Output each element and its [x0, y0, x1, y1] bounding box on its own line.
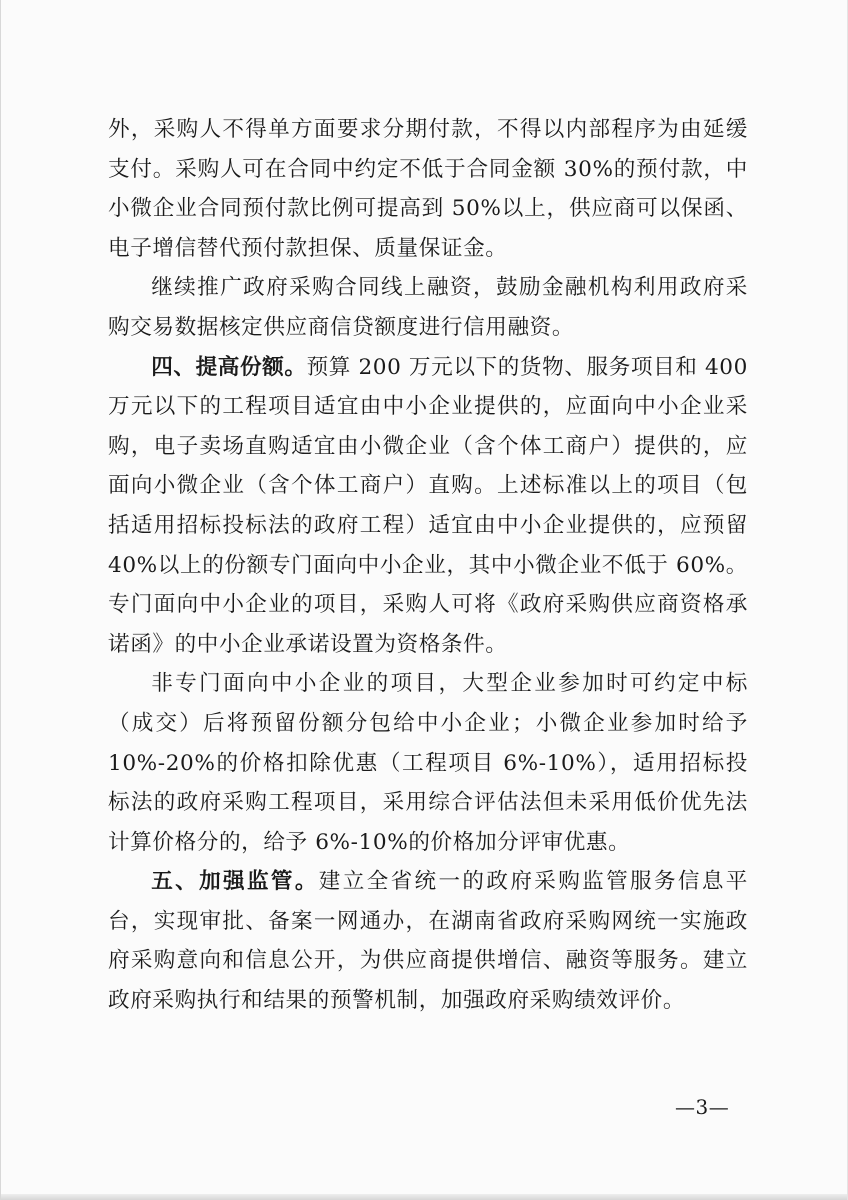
paragraph-1-text: 外，采购人不得单方面要求分期付款，不得以内部程序为由延缓支付。采购人可在合同中约定不低于合同金额 30%的预付款，中小微企业合同预付款比例可提高到 50%以上，供应商可以保函、电子增信替代预付款担保、质量保证金。 [108, 117, 748, 261]
paragraph-5 [108, 862, 748, 1020]
paragraph-2 [108, 268, 748, 347]
paragraph-3-text: 预算 200 万元以下的货物、服务项目和 400 万元以下的工程项目适宜由中小企业提供的，应面向中小企业采购，电子卖场直购适宜由小微企业（含个体工商户）提供的，应面向小微企业（含个体工商户）直购。上述标准以上的项目（包括适用招标投标法的政府工程）适宜由中小企业提供的，应预留 40%以上的份额专门面向中小企业，其中小微企业不低于 60%。专门面向中小企业的项目，采购人可将《政府采购供应商资格承诺函》的中小企业承诺设置为资格条件。 [108, 354, 748, 657]
page-bottom-edge [1, 1194, 847, 1200]
section-heading-strengthen-supervision: 五、加强监管。 [151, 869, 319, 895]
document-body [108, 110, 748, 1021]
paragraph-2-text: 继续推广政府采购合同线上融资，鼓励金融机构利用政府采购交易数据核定供应商信贷额度进行信用融资。 [108, 275, 748, 340]
page-number: —3— [675, 1095, 730, 1119]
paragraph-4-text: 非专门面向中小企业的项目，大型企业参加时可约定中标（成交）后将预留份额分包给中小企业；小微企业参加时给予 10%-20%的价格扣除优惠（工程项目 6%-10%），适用招标投标法的政府采购工程项目，采用综合评估法但未采用低价优先法计算价格分的，给予 6%-10%的价格加分评审优惠。 [108, 671, 748, 855]
paragraph-3 [108, 348, 748, 665]
paragraph-5-text: 建立全省统一的政府采购监管服务信息平台，实现审批、备案一网通办，在湖南省政府采购网统一实施政府采购意向和信息公开，为供应商提供增信、融资等服务。建立政府采购执行和结果的预警机制，加强政府采购绩效评价。 [108, 869, 748, 1014]
paragraph-1 [108, 110, 748, 268]
paragraph-4 [108, 664, 748, 862]
section-heading-increase-share: 四、提高份额。 [151, 354, 307, 380]
